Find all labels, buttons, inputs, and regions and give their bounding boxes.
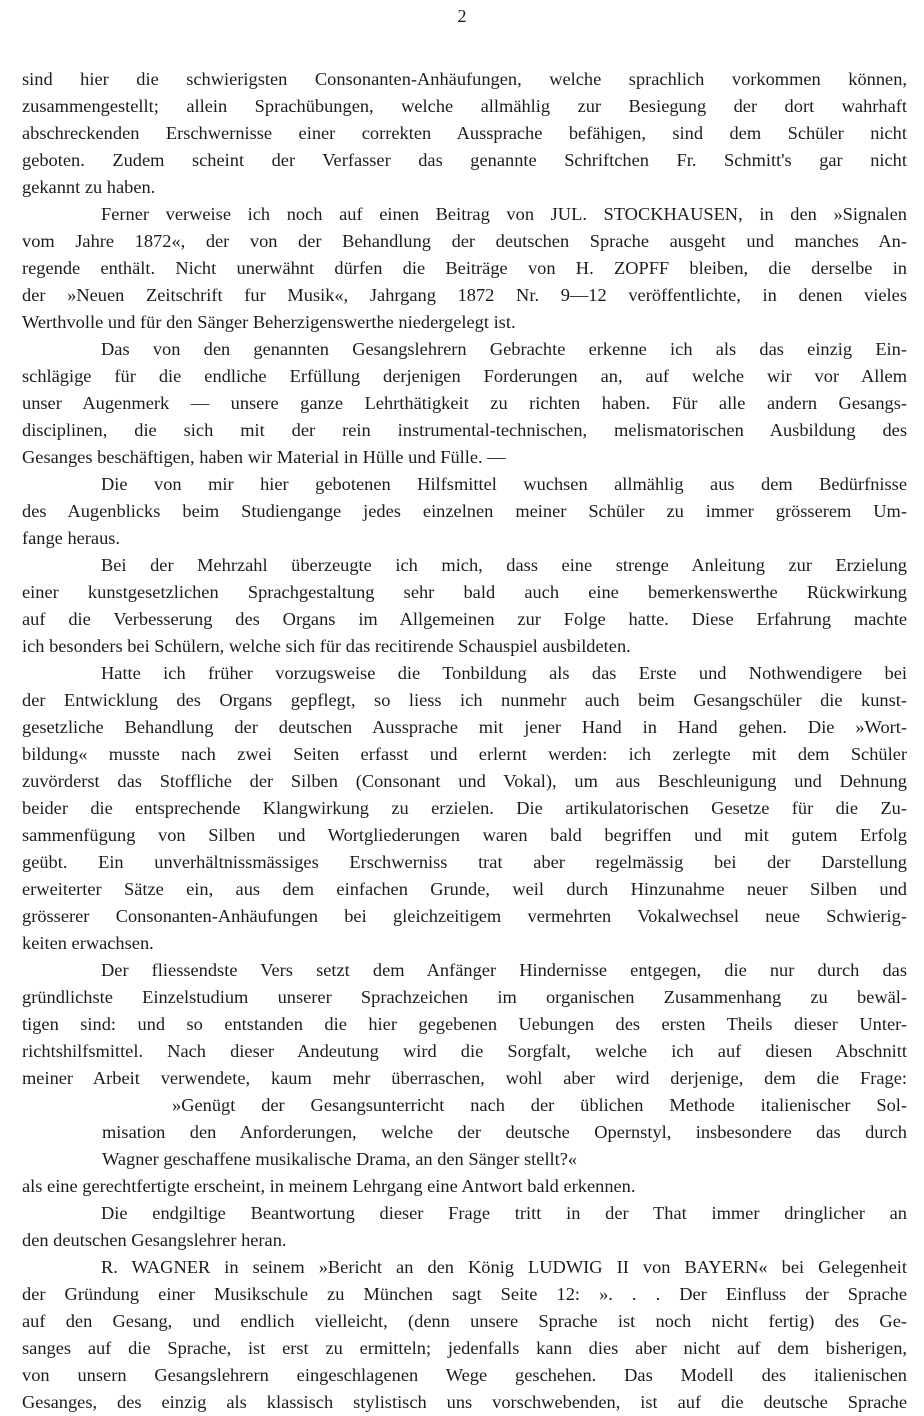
text-line: Der fliessendste Vers setzt dem Anfänger Hindernisse entgegen, die nur durch das — [101, 960, 907, 980]
text-line: vom Jahre 1872«, der von der Behandlung der deutschen Sprache ausgeht und manches An- — [22, 231, 907, 251]
text-line: regende enthält. Nicht unerwähnt dürfen die Beiträge von H. ZOPFF bleiben, die derselbe in — [22, 258, 907, 278]
quote-line: Wagner geschaffene musikalische Drama, an den Sänger stellt?« — [102, 1149, 578, 1169]
text-line: Ferner verweise ich noch auf einen Beitrag von JUL. STOCKHAUSEN, in den »Signalen — [101, 204, 907, 224]
text-line: Werthvolle und für den Sänger Beherzigenswerthe niedergelegt ist. — [22, 312, 516, 332]
text-line: meiner Arbeit verwendete, kaum mehr überraschen, wohl aber wird derjenige, dem die Frage: — [22, 1068, 907, 1088]
text-line: abschreckenden Erschwernisse einer correkten Aussprache befähigen, sind dem Schüler nicht — [22, 123, 907, 143]
text-line: geübt. Ein unverhältnissmässiges Erschwerniss trat aber regelmässig bei der Darstellung — [22, 852, 907, 872]
text-line: als eine gerechtfertigte erscheint, in meinem Lehrgang eine Antwort bald erkennen. — [22, 1176, 636, 1196]
page-number: 2 — [457, 6, 467, 26]
text-line: Hatte ich früher vorzugsweise die Tonbildung als das Erste und Nothwendigere bei — [101, 663, 907, 683]
text-line: einer kunstgesetzlichen Sprachgestaltung sehr bald auch eine bemerkenswerthe Rückwirkung — [22, 582, 907, 602]
text-line: bildung« musste nach zwei Seiten erfasst und erlernt werden: ich zerlegte mit dem Schüler — [22, 744, 907, 764]
text-line: unser Augenmerk — unsere ganze Lehrthätigkeit zu richten haben. Für alle andern Gesangs- — [22, 393, 907, 413]
text-line: richtshilfsmittel. Nach dieser Andeutung wird die Sorgfalt, welche ich auf diesen Abschnitt — [22, 1041, 907, 1061]
text-line: gründlichste Einzelstudium unserer Sprachzeichen im organischen Zusammenhang zu bewäl- — [22, 987, 907, 1007]
text-line: beider die entsprechende Klangwirkung zu erzielen. Die artikulatorischen Gesetze für die Zu- — [22, 798, 907, 818]
text-line: erweiterter Sätze ein, aus dem einfachen Grunde, weil durch Hinzunahme neuer Silben und — [22, 879, 907, 899]
text-line: keiten erwachsen. — [22, 933, 154, 953]
text-line: sammenfügung von Silben und Wortgliederungen waren bald begriffen und mit gutem Erfolg — [22, 825, 907, 845]
quote-line: misation den Anforderungen, welche der deutsche Opernstyl, insbesondere das durch — [102, 1122, 907, 1142]
text-line: disciplinen, die sich mit der rein instrumental-technischen, melismatorischen Ausbildung des — [22, 420, 907, 440]
text-line: Das von den genannten Gesangslehrern Gebrachte erkenne ich als das einzig Ein- — [101, 339, 907, 359]
text-line: grösserer Consonanten-Anhäufungen bei gleichzeitigem vermehrten Vokalwechsel neue Schwierig- — [22, 906, 907, 926]
text-line: des Augenblicks beim Studiengange jedes einzelnen meiner Schüler zu immer grösserem Um- — [22, 501, 907, 521]
text-line: zusammengestellt; allein Sprachübungen, welche allmählig zur Besiegung der dort wahrhaft — [22, 96, 907, 116]
text-line: schlägige für die endliche Erfüllung derjenigen Forderungen an, auf welche wir vor Allem — [22, 366, 907, 386]
text-line: der Entwicklung des Organs gepflegt, so liess ich nunmehr auch beim Gesangschüler die kunst- — [22, 690, 907, 710]
text-line: auf den Gesang, und endlich vielleicht, (denn unsere Sprache ist noch nicht fertig) des Ge- — [22, 1311, 907, 1331]
text-line: geboten. Zudem scheint der Verfasser das genannte Schriftchen Fr. Schmitt's gar nicht — [22, 150, 907, 170]
text-line: gekannt zu haben. — [22, 177, 156, 197]
text-line: Gesanges, des einzig als klassisch stylistisch uns vorschwebenden, ist auf die deutsche Sprache — [22, 1392, 907, 1412]
text-line: auf die Verbesserung des Organs im Allgemeinen zur Folge hatte. Diese Erfahrung machte — [22, 609, 907, 629]
text-line: den deutschen Gesangslehrer heran. — [22, 1230, 287, 1250]
text-line: Gesanges beschäftigen, haben wir Material in Hülle und Fülle. — — [22, 447, 506, 467]
text-line: der Gründung einer Musikschule zu München sagt Seite 12: ». . . Der Einfluss der Sprache — [22, 1284, 907, 1304]
text-line: zuvörderst das Stoffliche der Silben (Consonant und Vokal), um aus Beschleunigung und Dehnung — [22, 771, 907, 791]
text-line: sind hier die schwierigsten Consonanten-Anhäufungen, welche sprachlich vorkommen können, — [22, 69, 907, 89]
text-line: R. WAGNER in seinem »Bericht an den König LUDWIG II von BAYERN« bei Gelegenheit — [101, 1257, 907, 1277]
text-line: ich besonders bei Schülern, welche sich für das recitirende Schauspiel ausbildeten. — [22, 636, 631, 656]
text-line: tigen sind: und so entstanden die hier gegebenen Uebungen des ersten Theils dieser Unter- — [22, 1014, 907, 1034]
text-line: von unsern Gesangslehrern eingeschlagenen Wege geschehen. Das Modell des italienischen — [22, 1365, 907, 1385]
quote-line: »Genügt der Gesangsunterricht nach der üblichen Methode italienischer Sol- — [172, 1095, 907, 1115]
text-line: Die von mir hier gebotenen Hilfsmittel wuchsen allmählig aus dem Bedürfnisse — [101, 474, 907, 494]
text-line: sanges auf die Sprache, ist erst zu ermitteln; jedenfalls kann dies aber nicht auf dem bisherigen, — [22, 1338, 907, 1358]
text-line: fange heraus. — [22, 528, 121, 548]
text-line: Die endgiltige Beantwortung dieser Frage tritt in der That immer dringlicher an — [101, 1203, 907, 1223]
text-line: der »Neuen Zeitschrift fur Musik«, Jahrgang 1872 Nr. 9—12 veröffentlichte, in denen vieles — [22, 285, 907, 305]
text-line: gesetzliche Behandlung der deutschen Aussprache mit jener Hand in Hand gehen. Die »Wort- — [22, 717, 907, 737]
text-line: Bei der Mehrzahl überzeugte ich mich, dass eine strenge Anleitung zur Erzielung — [101, 555, 907, 575]
page-body — [22, 66, 907, 1416]
